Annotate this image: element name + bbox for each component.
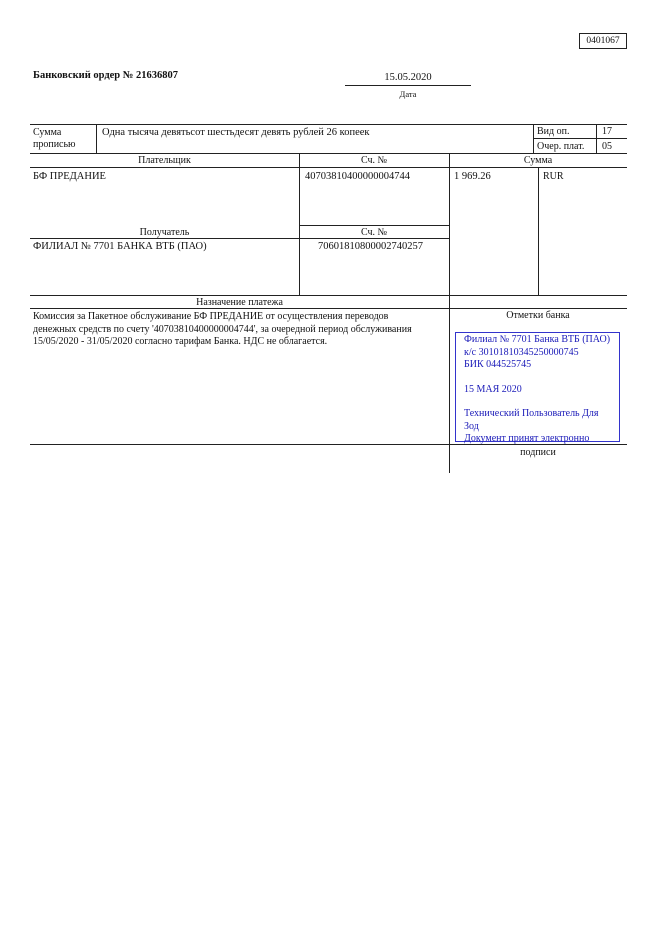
payer-name: БФ ПРЕДАНИЕ <box>33 171 106 182</box>
operation-type-label: Вид оп. <box>537 126 570 137</box>
currency-divider <box>538 167 539 295</box>
purpose-text: Комиссия за Пакетное обслуживание БФ ПРЕДАНИЕ от осуществления переводов денежных средств по счету '40703810400000004744', за очередной период обслуживания 15/05/2020 - 31/05/2020 согласно тарифам Банка. НДС не облагается. <box>33 311 412 347</box>
purpose-label: Назначение платежа <box>196 297 283 308</box>
order-date: 15.05.2020 <box>384 72 432 83</box>
amount-currency: RUR <box>543 171 564 182</box>
amount-words-label-2: прописью <box>33 139 76 150</box>
stamp-date: 15 МАЯ 2020 <box>464 383 522 395</box>
operation-type-value: 17 <box>602 126 612 137</box>
order-title: Банковский ордер № 21636807 <box>33 70 178 81</box>
operation-row-divider <box>533 138 627 139</box>
stamp-corr-account: к/с 30101810345250000745 <box>464 346 579 358</box>
table-top-border <box>30 124 627 125</box>
form-code: 0401067 <box>579 33 627 49</box>
recipient-name: ФИЛИАЛ № 7701 БАНКА ВТБ (ПАО) <box>33 241 207 252</box>
amount-words-label-1: Сумма <box>33 127 62 138</box>
bank-stamp <box>455 332 620 442</box>
signatures-label: подписи <box>520 447 556 458</box>
amount-words-text: Одна тысяча девятьсот шестьдесят девять рублей 26 копеек <box>102 127 370 138</box>
recipient-account: 70601810800002740257 <box>318 241 423 252</box>
amount-column-header: Сумма <box>523 155 553 166</box>
payer-account-column-header: Сч. № <box>360 155 388 166</box>
account-column-divider <box>299 153 300 295</box>
stamp-user: Технический Пользователь Для <box>464 408 599 419</box>
date-label: Дата <box>399 89 417 99</box>
recipient-bottom <box>30 295 627 296</box>
recipient-column-header: Получатель <box>139 227 190 238</box>
recipient-account-column-header: Сч. № <box>360 227 388 238</box>
amount-words-bottom <box>30 153 627 154</box>
stamp-accepted: Документ принят электронно <box>464 433 590 444</box>
payer-account-bottom <box>299 225 449 226</box>
amount-words-divider <box>96 124 97 153</box>
bank-marks-label: Отметки банка <box>506 310 570 321</box>
payer-account: 40703810400000004744 <box>305 171 410 182</box>
amount-value: 1 969.26 <box>454 171 491 182</box>
operation-priority-value: 05 <box>602 141 612 152</box>
date-underline <box>345 85 471 86</box>
stamp-user-cont: Зод <box>464 420 479 432</box>
recipient-header-bottom <box>30 238 299 239</box>
operation-priority-label: Очер. плат. <box>537 141 585 152</box>
payer-column-header: Плательщик <box>138 155 191 166</box>
stamp-branch: Филиал № 7701 Банка ВТБ (ПАО) <box>464 334 611 345</box>
stamp-bik: БИК 044525745 <box>464 359 532 370</box>
purpose-bottom <box>30 444 450 445</box>
